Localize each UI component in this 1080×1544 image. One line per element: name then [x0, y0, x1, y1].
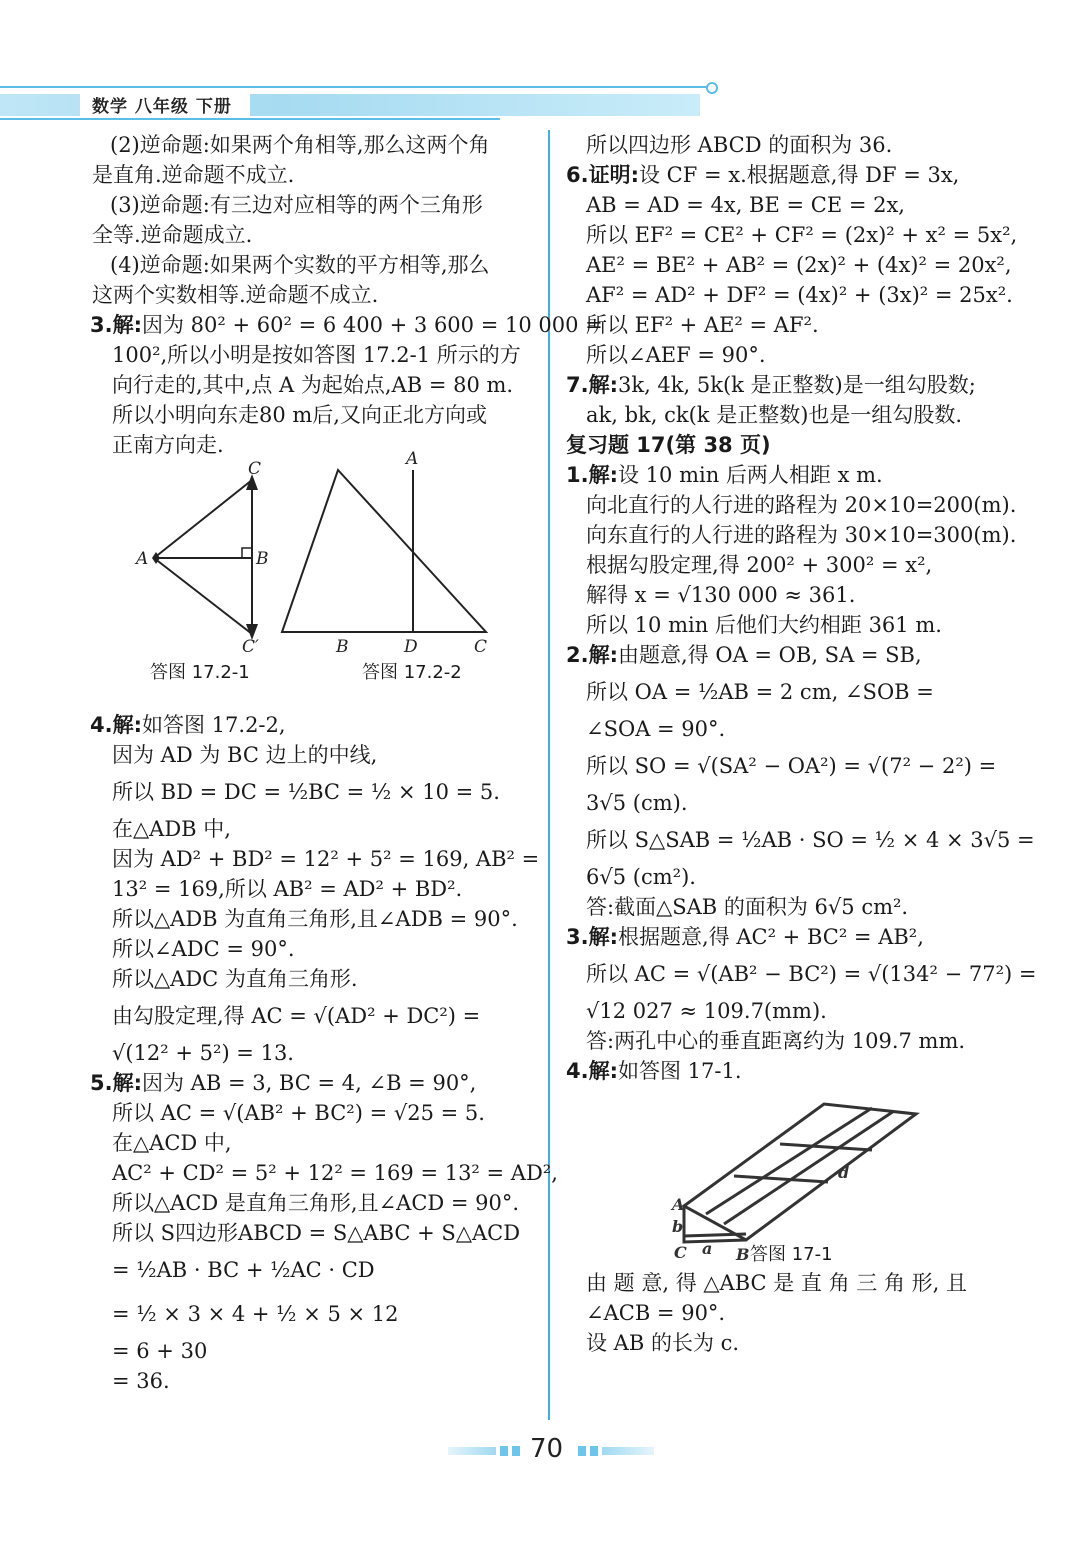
- text-line: ak, bk, ck(k 是正整数)也是一组勾股数.: [586, 403, 963, 427]
- text-line: (2)逆命题:如果两个角相等,那么这两个角: [110, 133, 490, 157]
- text-line: 100²,所以小明是按如答图 17.2-1 所示的方: [112, 343, 521, 367]
- answer-text: 设 10 min 后两人相距 x m.: [618, 463, 883, 487]
- text-line: 6√5 (cm²).: [586, 865, 696, 889]
- text-line: AC² + CD² = 5² + 12² = 169 = 13² = AD²,: [112, 1161, 558, 1185]
- answer-text: 根据题意,得 AC² + BC² = AB²,: [618, 925, 924, 949]
- answer-number: 6.证明:: [566, 163, 639, 187]
- text-line: √12 027 ≈ 109.7(mm).: [586, 999, 827, 1023]
- book-title: 数学 八年级 下册: [92, 97, 232, 117]
- answer-text: 因为 80² + 60² = 6 400 + 3 600 = 10 000 =: [142, 313, 603, 337]
- label-a: a: [702, 1239, 713, 1258]
- answer-number: 3.解:: [566, 925, 618, 949]
- label-C2: C: [474, 637, 488, 657]
- text-line: 所以∠AEF = 90°.: [586, 343, 766, 367]
- triangle-ABC: [282, 470, 486, 632]
- text-line: 因为 AD² + BD² = 12² + 5² = 169, AB² =: [112, 847, 540, 871]
- text-line: 13² = 169,所以 AB² = AD² + BD².: [112, 877, 463, 901]
- text-line: 答:截面△SAB 的面积为 6√5 cm².: [586, 895, 909, 919]
- answer-5: [90, 1068, 540, 1098]
- review-answer-2: [566, 640, 1014, 670]
- label-B: B: [736, 1245, 750, 1264]
- text-line: (4)逆命题:如果两个实数的平方相等,那么: [110, 253, 490, 277]
- header-rule-end-dot: [706, 82, 718, 94]
- label-C-prime: C′: [242, 637, 259, 657]
- text-line: 向行走的,其中,点 A 为起始点,AB = 80 m.: [112, 373, 514, 397]
- answer-text: 因为 AB = 3, BC = 4, ∠B = 90°,: [142, 1071, 477, 1095]
- answer-text: 3k, 4k, 5k(k 是正整数)是一组勾股数;: [618, 373, 976, 397]
- answer-number: 2.解:: [566, 643, 618, 667]
- answer-number: 4.解:: [566, 1059, 618, 1083]
- header-rule-top: [0, 86, 712, 88]
- review-answer-1: [566, 460, 1014, 490]
- text-line: √(12² + 5²) = 13.: [112, 1041, 294, 1065]
- text-line: 根据勾股定理,得 200² + 300² = x²,: [586, 553, 933, 577]
- text-line: 所以△ACD 是直角三角形,且∠ACD = 90°.: [112, 1191, 520, 1215]
- text-line: 答:两孔中心的垂直距离约为 109.7 mm.: [586, 1029, 966, 1053]
- right-angle-mark: [242, 548, 252, 558]
- footer-square: [500, 1446, 508, 1456]
- text-line: 所以∠ADC = 90°.: [112, 937, 295, 961]
- text-line: 所以 BD = DC = ½BC = ½ × 10 = 5.: [112, 780, 500, 804]
- text-line: 向北直行的人行进的路程为 20×10=200(m).: [586, 493, 1017, 517]
- text-line: ∠ACB = 90°.: [586, 1301, 726, 1325]
- label-A2: A: [406, 449, 419, 469]
- answer-text: 如答图 17-1.: [618, 1059, 742, 1083]
- page-footer: [0, 1434, 1080, 1470]
- text-line: AB = AD = 4x, BE = CE = 2x,: [586, 193, 905, 217]
- line-AC: [154, 480, 252, 558]
- figure-caption-17-1: 答图 17-1: [750, 1244, 833, 1265]
- text-line: (3)逆命题:有三边对应相等的两个三角形: [110, 193, 483, 217]
- right-column: [566, 130, 1037, 1358]
- figure-caption-17-2-1: 答图 17.2-1: [150, 662, 250, 683]
- text-line: = 36.: [112, 1369, 170, 1393]
- text-line: 3√5 (cm).: [586, 791, 688, 815]
- text-line: AF² = AD² + DF² = (4x)² + (3x)² = 25x².: [586, 283, 1013, 307]
- review-answer-3: [566, 922, 1014, 952]
- text-line: 所以 SO = √(SA² − OA²) = √(7² − 2²) =: [586, 754, 997, 778]
- text-line: 所以 S四边形ABCD = S△ABC + S△ACD: [112, 1221, 521, 1245]
- footer-decor-left: [448, 1447, 496, 1455]
- text-line: 在△ADB 中,: [112, 817, 231, 841]
- label-B: B: [256, 549, 269, 569]
- label-D2: D: [404, 637, 418, 657]
- text-line: 全等.逆命题成立.: [92, 223, 253, 247]
- label-b: b: [672, 1217, 684, 1236]
- text-line: 设 AB 的长为 c.: [586, 1331, 740, 1355]
- label-d: d: [838, 1163, 850, 1182]
- text-line: ∠SOA = 90°.: [586, 717, 726, 741]
- text-line: 在△ACD 中,: [112, 1131, 232, 1155]
- ramp-crossbar: [780, 1144, 872, 1150]
- line-AC2: [154, 558, 252, 634]
- answer-text: 设 CF = x.根据题意,得 DF = 3x,: [639, 163, 960, 187]
- footer-square: [590, 1446, 598, 1456]
- label-B2: B: [336, 637, 349, 657]
- text-line: 由 题 意, 得 △ABC 是 直 角 三 角 形, 且: [586, 1271, 967, 1295]
- text-line: = ½AB · BC + ½AC · CD: [112, 1258, 375, 1282]
- header-rule-bottom: [0, 118, 500, 120]
- footer-square: [512, 1446, 520, 1456]
- text-line: 所以 OA = ½AB = 2 cm, ∠SOB =: [586, 680, 934, 704]
- text-line: 这两个实数相等.逆命题不成立.: [92, 283, 379, 307]
- text-line: 正南方向走.: [112, 433, 224, 457]
- ramp-crossbar: [734, 1176, 828, 1182]
- figure-caption-17-2-2: 答图 17.2-2: [362, 662, 462, 683]
- ramp-line: [706, 1108, 872, 1214]
- answer-3: [90, 310, 603, 340]
- review-answer-4: [566, 1056, 1014, 1086]
- answer-text: 如答图 17.2-2,: [142, 713, 286, 737]
- page-number: 70: [530, 1434, 564, 1464]
- review-section-title: 复习题 17(第 38 页): [566, 433, 771, 457]
- text-line: 因为 AD 为 BC 边上的中线,: [112, 743, 378, 767]
- label-C: C: [674, 1243, 687, 1262]
- label-C: C: [248, 459, 262, 479]
- text-line: 所以 AC = √(AB² + BC²) = √25 = 5.: [112, 1101, 485, 1125]
- label-A: A: [136, 549, 149, 569]
- answer-number: 5.解:: [90, 1071, 142, 1095]
- text-line: AE² = BE² + AB² = (2x)² + (4x)² = 20x²,: [586, 253, 1012, 277]
- text-line: 所以 EF² = CE² + CF² = (2x)² + x² = 5x²,: [586, 223, 1018, 247]
- text-line: 所以 AC = √(AB² − BC²) = √(134² − 77²) =: [586, 962, 1037, 986]
- figures-row: [92, 449, 540, 710]
- answer-text: 由题意,得 OA = OB, SA = SB,: [618, 643, 922, 667]
- footer-square: [578, 1446, 586, 1456]
- text-line: 由勾股定理,得 AC = √(AD² + DC²) =: [112, 1004, 481, 1028]
- text-line: 是直角.逆命题不成立.: [92, 163, 295, 187]
- text-line: = 6 + 30: [112, 1339, 208, 1363]
- text-line: 向东直行的人行进的路程为 30×10=300(m).: [586, 523, 1017, 547]
- answer-number: 1.解:: [566, 463, 618, 487]
- text-line: 所以 S△SAB = ½AB · SO = ½ × 4 × 3√5 =: [586, 828, 1035, 852]
- answer-4: [90, 710, 540, 740]
- answer-number: 7.解:: [566, 373, 618, 397]
- page-header: [0, 86, 720, 120]
- text-line: 所以小明向东走80 m后,又向正北方向或: [112, 403, 487, 427]
- figure-17-1: [566, 1086, 1014, 1268]
- answer-6: [566, 160, 1014, 190]
- text-line: 所以 EF² + AE² = AF².: [586, 313, 819, 337]
- answer-7: [566, 370, 1014, 400]
- text-line: 所以四边形 ABCD 的面积为 36.: [586, 133, 893, 157]
- text-line: 所以 10 min 后他们大约相距 361 m.: [586, 613, 942, 637]
- footer-decor-right: [602, 1447, 654, 1455]
- text-line: 解得 x = √130 000 ≈ 361.: [586, 583, 856, 607]
- text-line: 所以△ADB 为直角三角形,且∠ADB = 90°.: [112, 907, 518, 931]
- ramp-base-line: [684, 1234, 746, 1236]
- answer-number: 3.解:: [90, 313, 142, 337]
- ramp-line: [724, 1111, 894, 1224]
- text-line: 所以△ADC 为直角三角形.: [112, 967, 358, 991]
- text-line: = ½ × 3 × 4 + ½ × 5 × 12: [112, 1302, 399, 1326]
- label-A: A: [672, 1195, 685, 1214]
- answer-number: 4.解:: [90, 713, 142, 737]
